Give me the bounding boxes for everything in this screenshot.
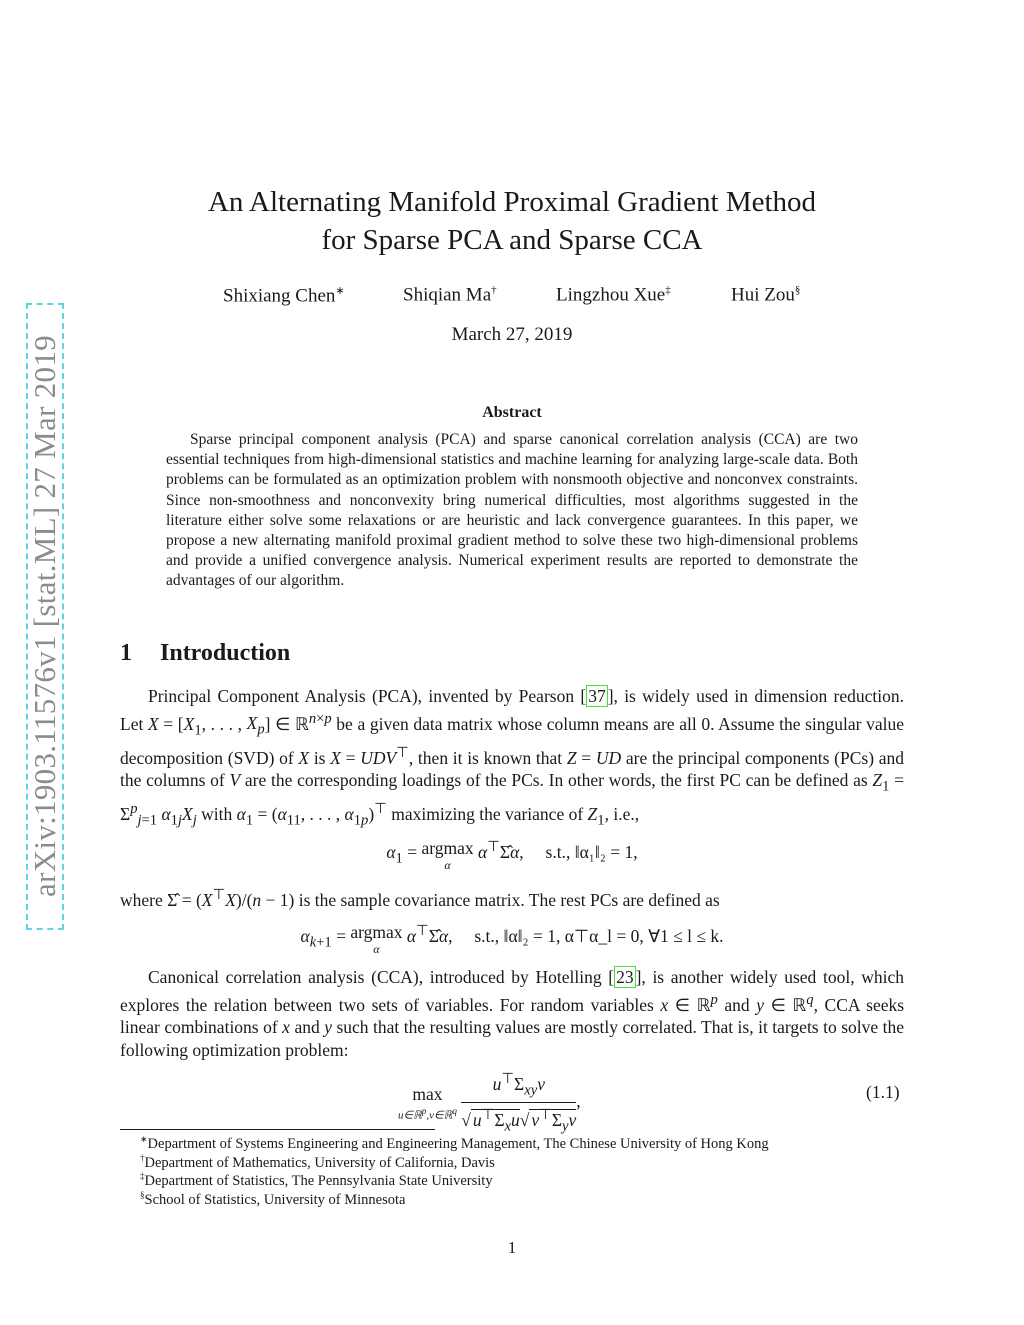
text-run: where [120,889,163,910]
text-run: ], is another widely used tool, which explores the relation between two sets of variables. For random variables [120,967,904,1015]
author-name: Hui Zou [731,284,795,306]
text-run: , i.e., [604,803,640,824]
author-3 [556,284,671,306]
footnote-text: Department of Mathematics, University of California, Davis [144,1154,495,1171]
publication-date: March 27, 2019 [451,324,573,345]
footnote-text: Department of Statistics, The Pennsylvania State University [144,1172,493,1189]
text-run: be a given data matrix whose column means are all 0. Assume the singular value decomposition (SVD) of [120,713,905,768]
paper-title-line-2: for Sparse PCA and Sparse CCA [321,224,703,256]
text-run: is the sample covariance matrix. The rest PCs are defined as [298,889,720,910]
text-run: Principal Component Analysis (PCA), invented by Pearson [ [148,686,587,706]
footnote-mark: § [140,1190,145,1200]
intro-paragraph-2: where Σ̂ = (X⊤X)/(n − 1) is the sample covariance matrix. The rest PCs are defined as [120,887,720,910]
equation-constraint: s.t., ‖α₁‖₂ = 1, [545,841,638,862]
text-run: ], is widely used in dimension reduction. Let [120,686,904,734]
author-mark: § [794,284,801,296]
text-run: and [724,994,750,1015]
page-number: 1 [507,1238,517,1257]
footnote-3 [140,1171,493,1190]
intro-paragraph-3: Canonical correlation analysis (CCA), introduced by Hotelling [ 23 ], is another widely used tool, which explores the relation between two sets of variables. For random variables x ∈ ℝ$^p$ and y ∈ ℝ$^q$, CCA seeks linear combinations of x and y such that the resulting values are mostly correlated. That is, it targets to solve the following optimization problem: [120,967,905,1060]
arxiv-stamp-text: arXiv:1903.11576v1 [stat.ML] 27 Mar 2019 [27,335,62,897]
author-mark: ‡ [665,284,671,296]
equation-constraint: s.t., ‖α‖₂ = 1, α⊤α_l = 0, ∀1 ≤ l ≤ k. [474,925,724,946]
section-number: 1 [120,640,132,666]
citation-link[interactable]: 23 [616,967,634,987]
abstract-text: Sparse principal component analysis (PCA) and sparse canonical correlation analysis (CCA) are two essential techniques from high-dimensional statistics and machine learning for analyzing large-scale data. Both problems can be formulated as an optimization problem with nonsmooth objective and nonconvex constraints. Since non-smoothness and nonconvexity bring numerical difficulties, most algorithms suggested in the literature either solve some relaxations or are heuristic and lack convergence guarantees. In this paper, we propose a new alternating manifold proximal gradient method to solve these two high-dimensional problems and provide a unified convergence analysis. Numerical experiment results are reported to demonstrate the advantages of our algorithm. [166,431,858,590]
text-run: and [294,1017,320,1038]
author-4 [731,284,800,306]
footnote-mark: ∗ [140,1134,148,1144]
footnote-2 [140,1153,495,1172]
text-run: is [313,747,326,768]
text-run: maximizing the variance of [391,803,584,824]
max-operator: max [412,1084,443,1104]
section-heading [120,640,290,667]
abstract-heading: Abstract [482,404,542,421]
author-name: Shixiang Chen [223,285,336,307]
text-run: are the principal components (PCs) and the columns of [120,747,905,790]
equation-number: (1.1) [866,1082,900,1102]
argmax-operator: argmax [421,838,474,858]
cca-fraction: $\frac{u^⊤\Sigma_{xy}v}{√ u^⊤\Sigma_xu√ v^⊤\Sigma_yv}$ [461,1071,577,1135]
argmax-operator: argmax [350,922,403,942]
footnote-text: School of Statistics, University of Minnesota [144,1191,406,1208]
text-run: Canonical correlation analysis (CCA), introduced by Hotelling [ [148,967,615,987]
footnote-text: Department of Systems Engineering and Engineering Management, The Chinese University of Hong Kong [147,1135,769,1152]
author-mark: ∗ [335,285,345,297]
author-2 [403,284,497,306]
author-mark: † [491,284,497,296]
text-run: are the corresponding loadings of the PCs. In other words, the first PC can be defined as [244,769,868,790]
text-run: , then it is known that [408,747,563,768]
text-run: , CCA seeks linear combinations of [120,994,905,1038]
footnote-mark: † [140,1153,145,1163]
paper-title-line-1: An Alternating Manifold Proximal Gradient Method [207,186,817,218]
text-run: with [201,803,233,824]
equation-pc1: $\alpha_1 = argmax$ α α⊤Σ̂α, s.t., ‖α₁‖₂ = 1, [386,838,638,872]
footnote-4 [140,1190,405,1209]
footnote-1 [140,1134,769,1153]
footnote-divider [120,1129,435,1130]
equation-cca: max u∈ℝ$^p$,v∈ℝ$^q$ $\frac{u^⊤\Sigma_{xy}v}{√ u^⊤\Sigma_xu√ v^⊤\Sigma_yv}$ , [398,1071,581,1135]
section-title: Introduction [160,640,291,666]
author-1 [223,284,345,307]
author-name: Lingzhou Xue [556,284,666,306]
citation-link[interactable]: 37 [588,686,606,706]
footnote-mark: ‡ [140,1171,145,1181]
text-run: such that the resulting values are mostly correlated. That is, it targets to solve the following optimization problem: [120,1017,905,1060]
equation-pck: $\alpha_{k+1} = argmax$ α α⊤Σ̂α, s.t., ‖α‖₂ = 1, α⊤α_l = 0, ∀1 ≤ l ≤ k. [300,922,724,956]
author-name: Shiqian Ma [403,284,492,306]
intro-paragraph-1: Principal Component Analysis (PCA), invented by Pearson [ 37 ], is widely used in dimension reduction. Let $X = [X_1$, . . . , $X_p$] ∈ ℝ$^{n\times p}$ be a given data matrix whose column means are all 0. Assume the singular value decomposition (SVD) of X is X = UDV⊤, then it is known that Z = UD are the principal components (PCs) and the columns of V are the corresponding loadings of the PCs. In other words, the first PC can be defined as $Z_1 = \Sigma^p_{j=1}$ $\alpha_{1j}X_j$ with $\alpha_1 = (\alpha_{11}$, . . . , $\alpha_{1p})^⊤$ maximizing the variance of $Z_1$, i.e., [120,686,905,829]
abstract-body [166,430,858,592]
